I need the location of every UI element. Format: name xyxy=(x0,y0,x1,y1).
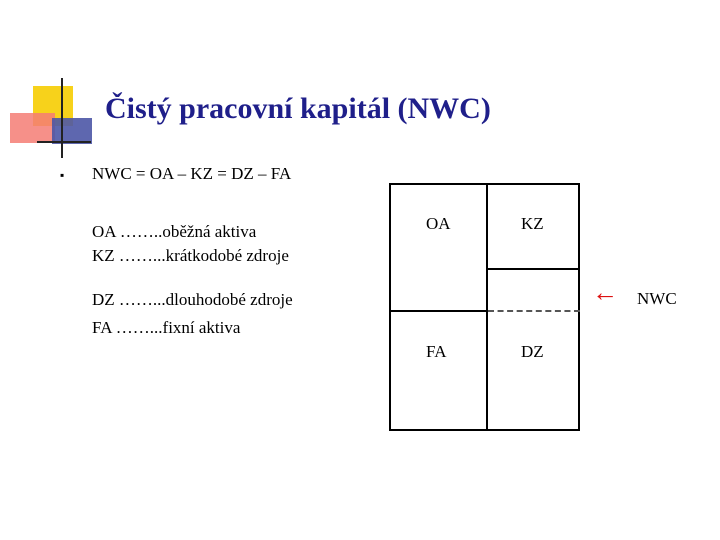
bullet-icon: ▪ xyxy=(60,168,65,182)
decoration-red-square xyxy=(10,113,55,143)
definition-oa: OA ……..oběžná aktiva xyxy=(92,222,257,241)
definition-dz: DZ ……...dlouhodobé zdroje xyxy=(92,290,293,309)
cell-dz: DZ xyxy=(521,342,544,361)
definition-fa: FA ……...fixní aktiva xyxy=(92,318,241,337)
nwc-label: NWC xyxy=(637,289,677,308)
decoration-horizontal-line xyxy=(37,141,91,143)
cell-kz: KZ xyxy=(521,214,544,233)
arrow-left-icon: ← xyxy=(592,278,618,307)
cell-fa: FA xyxy=(426,342,447,361)
cell-oa: OA xyxy=(426,214,451,233)
fa-divider xyxy=(389,310,487,312)
decoration-vertical-line xyxy=(61,78,63,158)
definition-kz: KZ ……...krátkodobé zdroje xyxy=(92,246,289,265)
nwc-dashed-line xyxy=(488,310,580,312)
slide-title: Čistý pracovní kapitál (NWC) xyxy=(105,92,491,125)
balance-box xyxy=(389,183,580,431)
balance-divider-vertical xyxy=(486,183,488,431)
kz-divider xyxy=(486,268,580,270)
formula-text: NWC = OA – KZ = DZ – FA xyxy=(92,164,292,183)
